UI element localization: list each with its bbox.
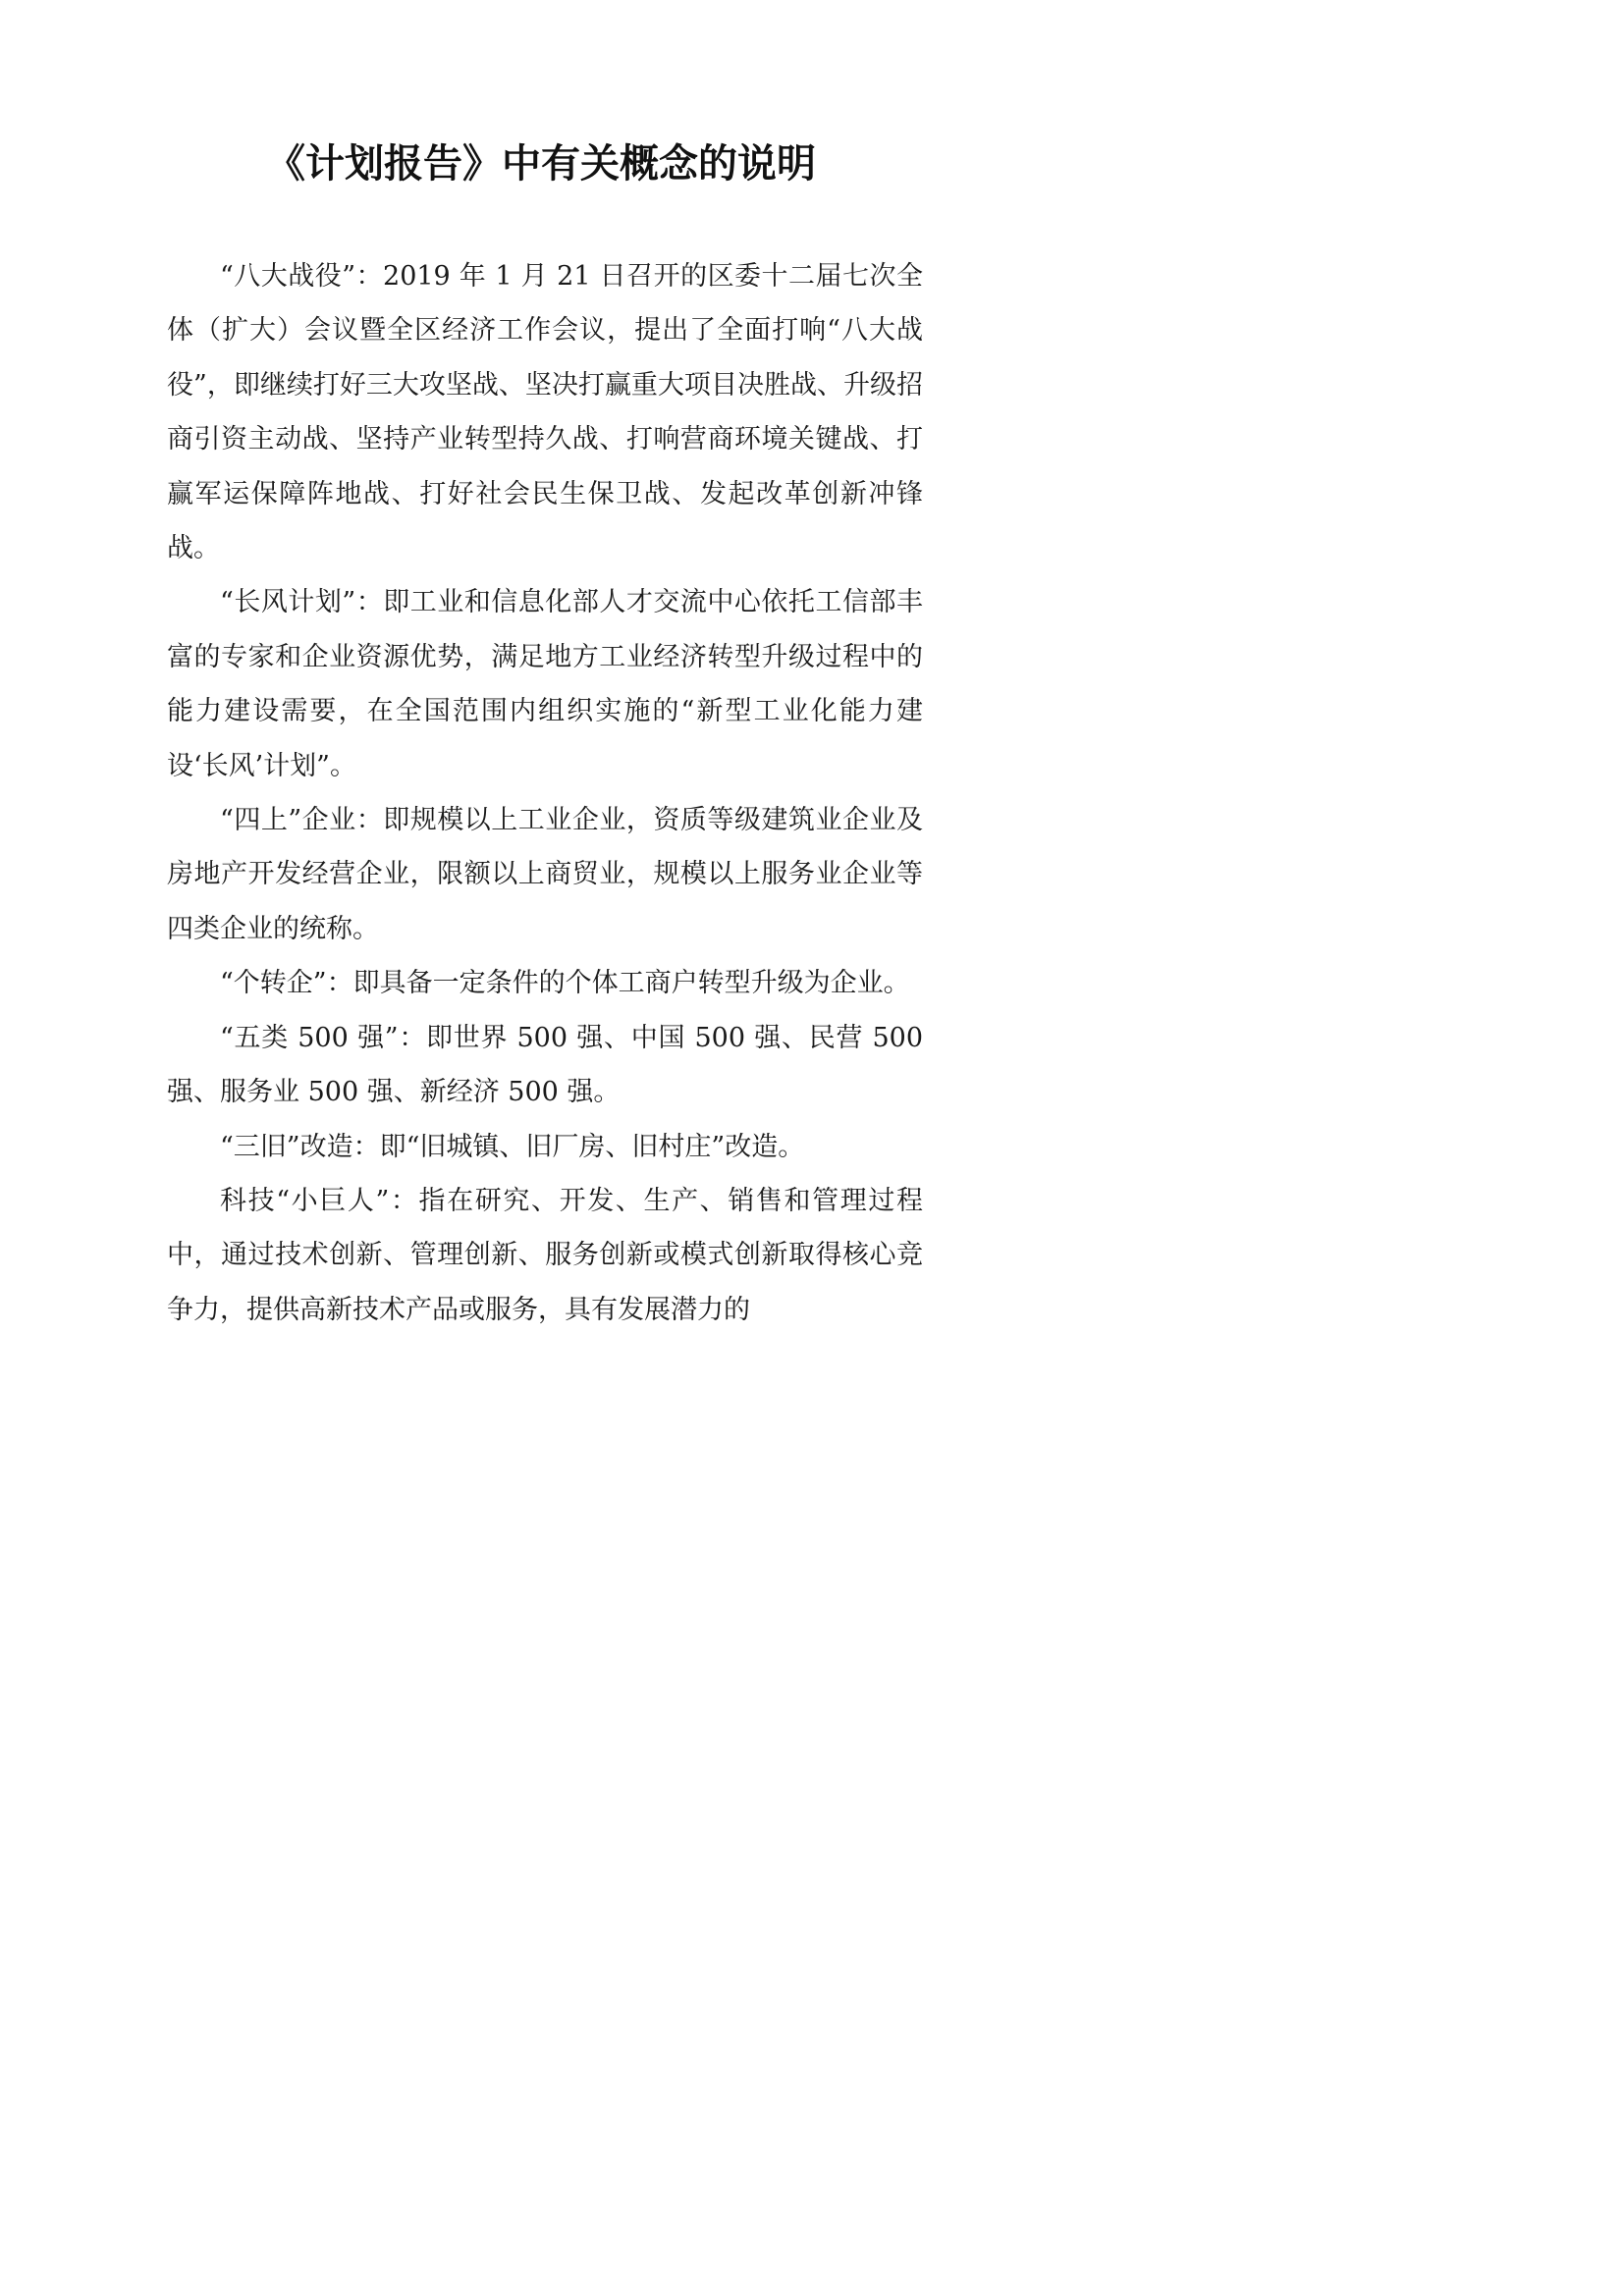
paragraph-chang-feng-ji-hua: “长风计划”：即工业和信息化部人才交流中心依托工信部丰富的专家和企业资源优势，满足地方工业经济转型升级过程中的能力建设需要，在全国范围内组织实施的“新型工业化能力建设‘长风’计划”。 [167, 587, 923, 781]
document-title: 《计划报告》中有关概念的说明 [266, 141, 816, 187]
paragraph-xiao-ju-ren: 科技“小巨人”：指在研究、开发、生产、销售和管理过程中，通过技术创新、管理创新、服务创新或模式创新取得核心竞争力，提供高新技术产品或服务，具有发展潜力的 [167, 1185, 923, 1325]
paragraph-ba-da-zhan-yi: “八大战役”：2019 年 1 月 21 日召开的区委十二届七次全体（扩大）会议暨全区经济工作会议，提出了全面打响“八大战役”，即继续打好三大攻坚战、坚决打赢重大项目决胜战、升级招商引资主动战、坚持产业转型持久战、打响营商环境关键战、打赢军运保障阵地战、打好社会民生保卫战、发起改革创新冲锋战。 [167, 261, 923, 564]
paragraph-wu-lei-500-qiang: “五类 500 强”：即世界 500 强、中国 500 强、民营 500 强、服务业 500 强、新经济 500 强。 [167, 1022, 923, 1108]
document-page [0, 0, 1082, 1530]
paragraph-si-shang-qi-ye: “四上”企业：即规模以上工业企业，资质等级建筑业企业及房地产开发经营企业，限额以上商贸业，规模以上服务业企业等四类企业的统称。 [167, 805, 923, 944]
paragraph-ge-zhuan-qi: “个转企”：即具备一定条件的个体工商户转型升级为企业。 [220, 968, 910, 999]
paragraph-san-jiu-gai-zao: “三旧”改造：即“旧城镇、旧厂房、旧村庄”改造。 [220, 1131, 805, 1162]
document-body [167, 249, 923, 1337]
